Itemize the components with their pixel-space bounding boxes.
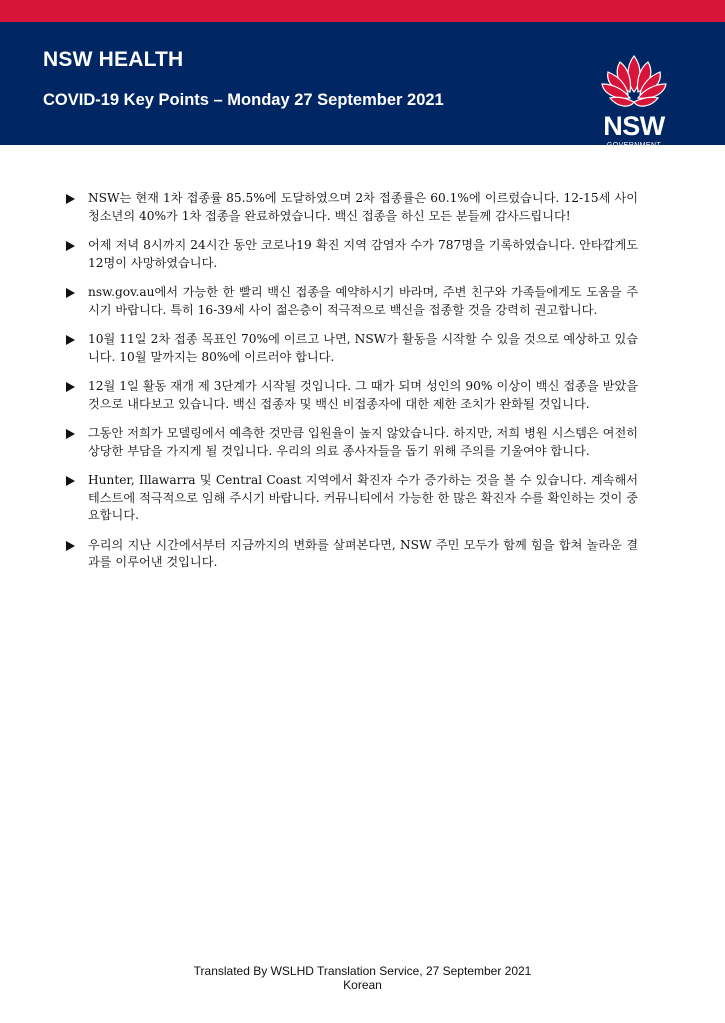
key-point-item bbox=[66, 284, 638, 319]
logo-government-text: GOVERNMENT bbox=[606, 142, 662, 149]
bullet-arrow-icon bbox=[66, 194, 75, 204]
page-footer bbox=[0, 964, 725, 992]
bullet-arrow-icon bbox=[66, 541, 75, 551]
key-point-text: 10월 11일 2차 접종 목표인 70%에 이르고 나면, NSW가 활동을 시작할 수 있을 것으로 예상하고 있습니다. 10월 말까지는 80%에 이르러야 합니다. bbox=[88, 332, 638, 364]
key-points-list bbox=[66, 190, 638, 584]
key-point-item bbox=[66, 472, 638, 525]
bullet-arrow-icon bbox=[66, 476, 75, 486]
header-subtitle: COVID-19 Key Points – Monday 27 September 2021 bbox=[43, 91, 444, 109]
key-point-text: 우리의 지난 시간에서부터 지금까지의 변화를 살펴본다면, NSW 주민 모두가 함께 힘을 합쳐 놀라운 결과를 이루어낸 것입니다. bbox=[88, 537, 638, 569]
key-point-text: 12월 1일 활동 재개 제 3단계가 시작될 것입니다. 그 때가 되며 성인의 90% 이상이 백신 접종을 받았을 것으로 내다보고 있습니다. 백신 접종자 및 백신 비접종자에 대한 제한 조치가 완화될 것입니다. bbox=[88, 379, 638, 411]
header-title: NSW HEALTH bbox=[43, 48, 184, 71]
page-header bbox=[0, 22, 725, 149]
key-point-text: nsw.gov.au에서 가능한 한 빨리 백신 접종을 예약하시기 바라며, 주변 친구와 가족들에게도 도움을 주시기 바랍니다. 특히 16-39세 사이 젊은층이 적극적으로 백신을 접종할 것을 강력히 권고합니다. bbox=[88, 285, 638, 317]
key-point-text: 그동안 저희가 모델링에서 예측한 것만큼 입원율이 높지 않았습니다. 하지만, 저희 병원 시스템은 여전히 상당한 부담을 가지게 될 것입니다. 우리의 의료 종사자들을 돕기 위해 주의를 기울여야 합니다. bbox=[88, 426, 638, 458]
footer-credit: Translated By WSLHD Translation Service, 27 September 2021 bbox=[193, 964, 532, 978]
key-point-text: NSW는 현재 1차 접종률 85.5%에 도달하였으며 2차 접종률은 60.1%에 이르렀습니다. 12-15세 사이 청소년의 40%가 1차 접종을 완료하였습니다. 백신 접종을 하신 모든 분들께 감사드립니다! bbox=[88, 191, 638, 223]
key-point-item bbox=[66, 331, 638, 366]
key-point-item bbox=[66, 190, 638, 225]
top-accent-strip bbox=[0, 0, 725, 22]
nsw-government-logo bbox=[596, 48, 672, 156]
key-point-item bbox=[66, 425, 638, 460]
bullet-arrow-icon bbox=[66, 241, 75, 251]
key-point-text: 어제 저녁 8시까지 24시간 동안 코로나19 확진 지역 감염자 수가 787명을 기록하였습니다. 안타깝게도 12명이 사망하였습니다. bbox=[88, 238, 638, 270]
key-point-item bbox=[66, 237, 638, 272]
footer-language: Korean bbox=[343, 978, 382, 992]
key-point-text: Hunter, Illawarra 및 Central Coast 지역에서 확진자 수가 증가하는 것을 볼 수 있습니다. 계속해서 테스트에 적극적으로 임해 주시기 바랍니다. 커뮤니티에서 가능한 한 많은 확진자 수를 확인하는 것이 중요합니다. bbox=[88, 473, 638, 522]
key-point-item bbox=[66, 537, 638, 572]
bullet-arrow-icon bbox=[66, 335, 75, 345]
key-point-item bbox=[66, 378, 638, 413]
bullet-arrow-icon bbox=[66, 382, 75, 392]
waratah-flower-icon bbox=[596, 48, 672, 114]
bullet-arrow-icon bbox=[66, 288, 75, 298]
logo-nsw-text: NSW bbox=[603, 111, 665, 141]
bullet-arrow-icon bbox=[66, 429, 75, 439]
